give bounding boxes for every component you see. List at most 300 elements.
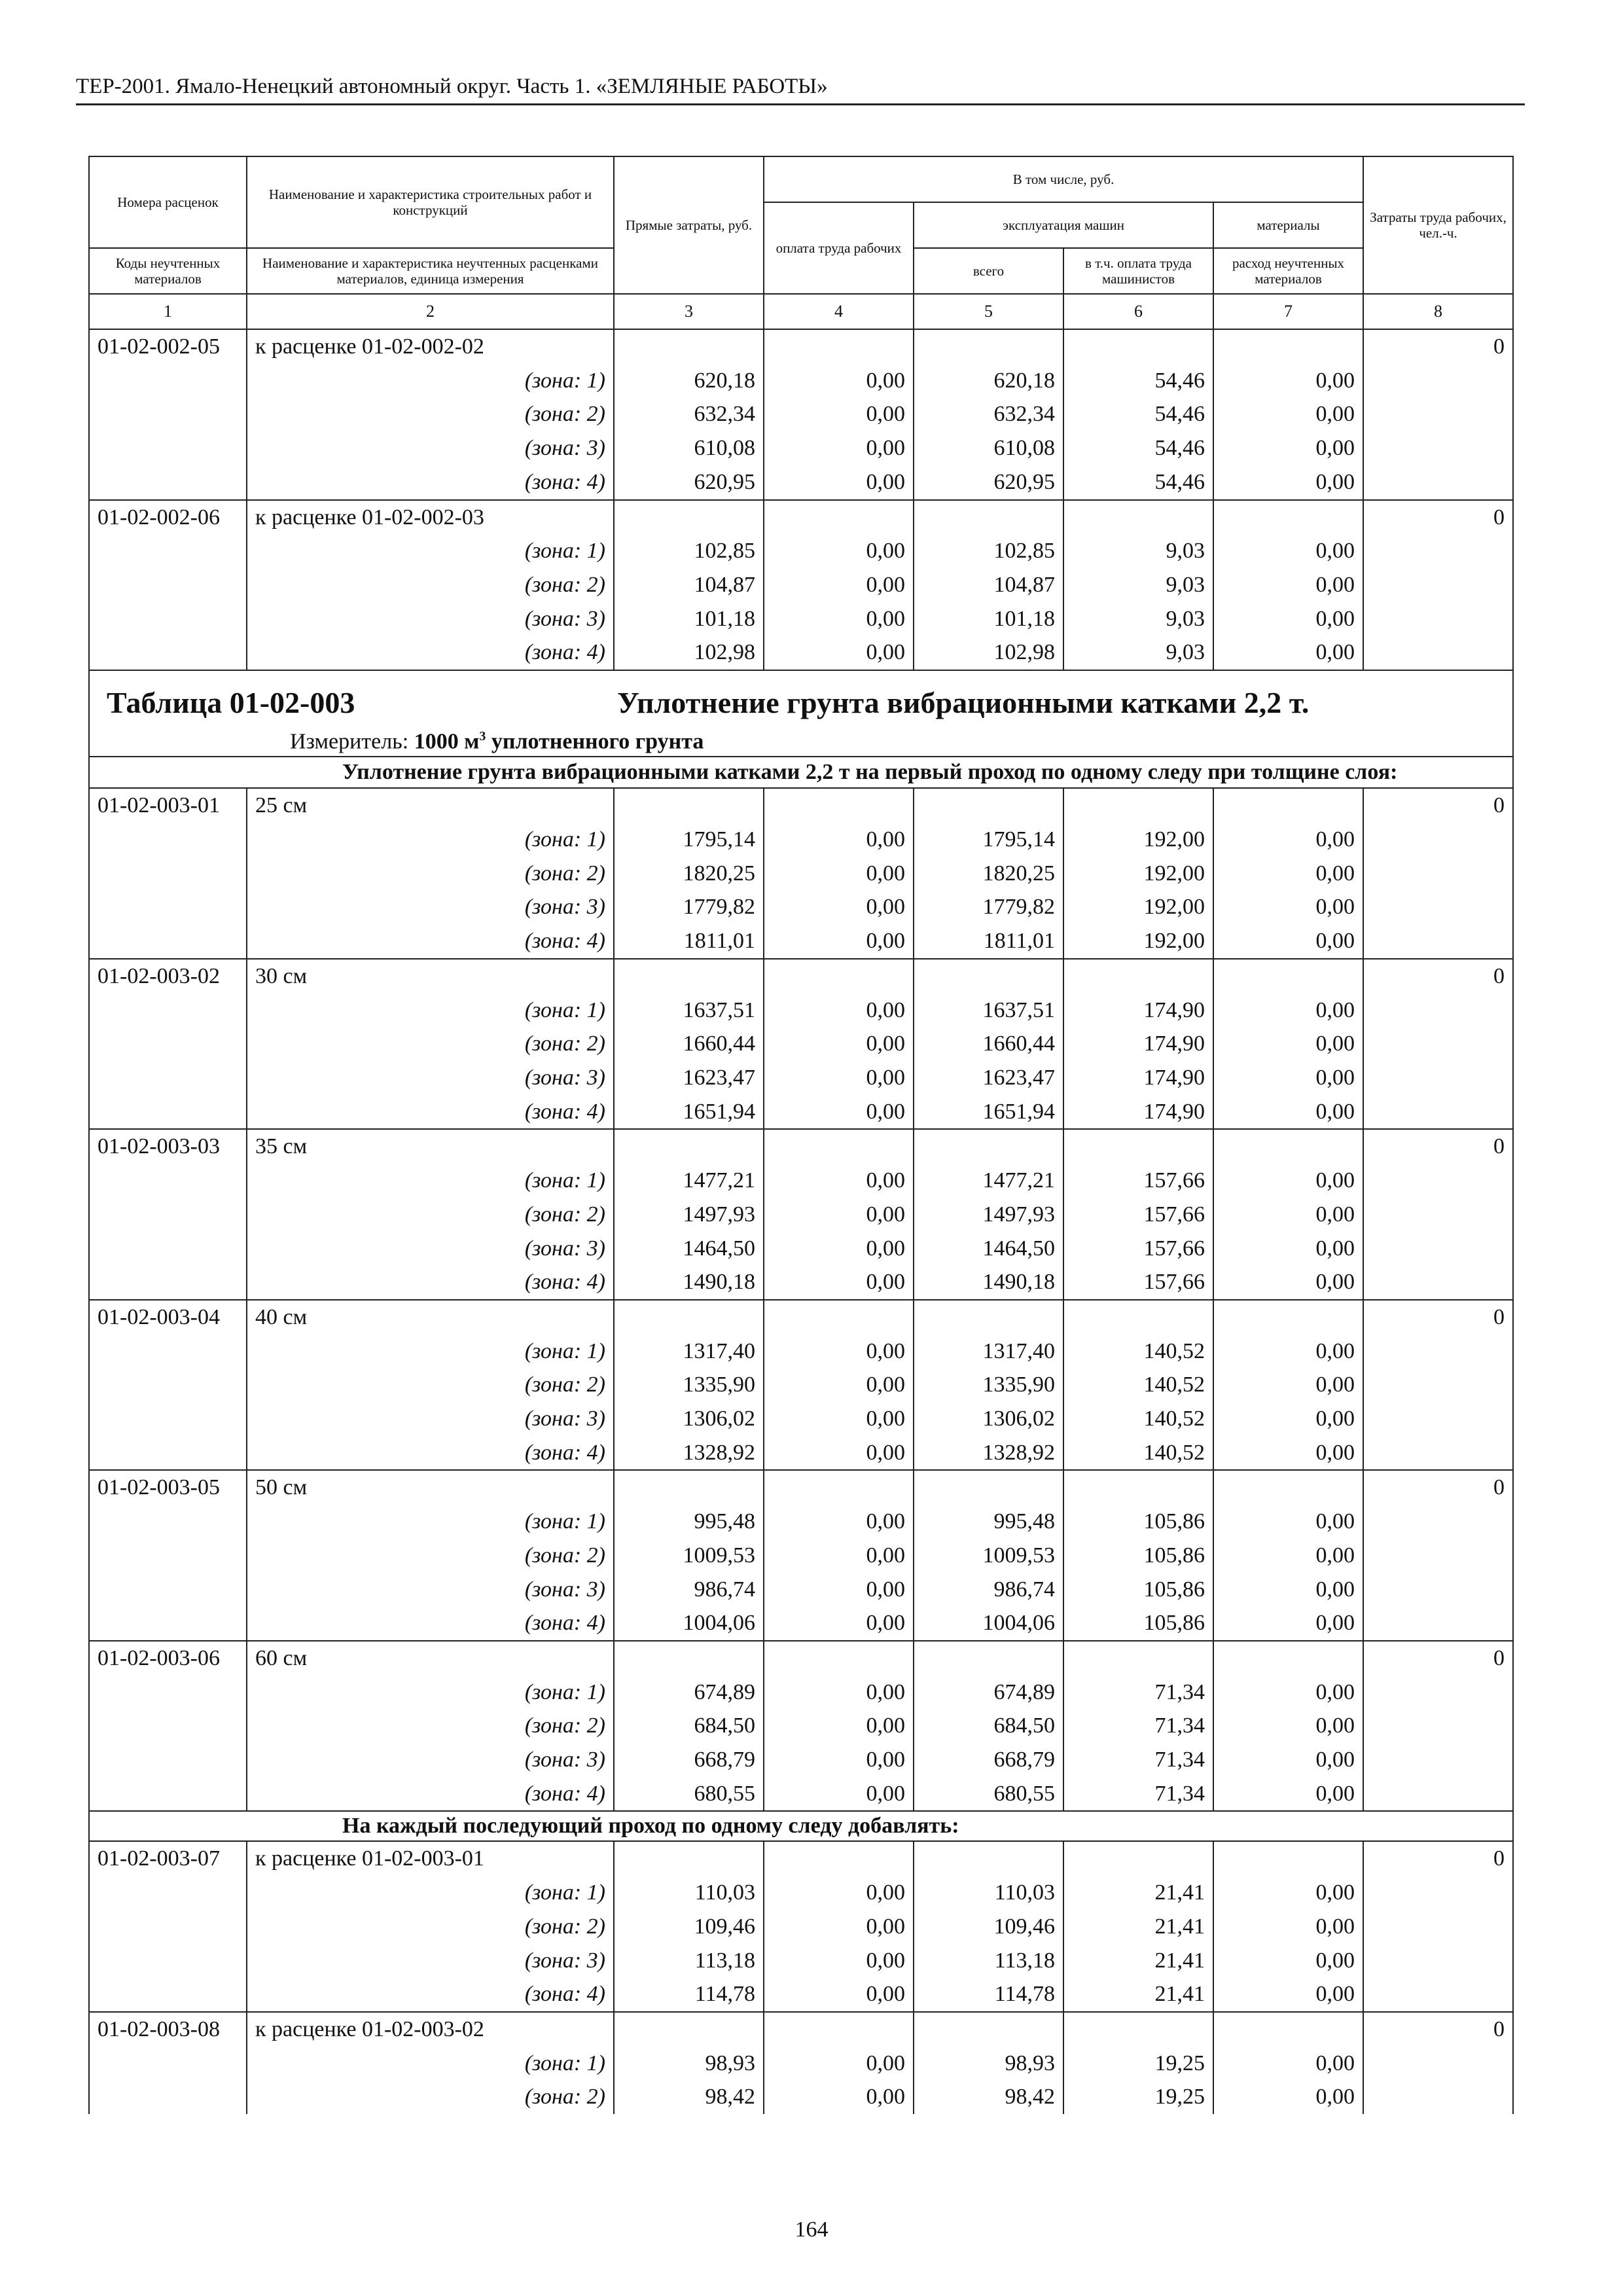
materials-cost: 0,00 <box>1213 1944 1363 1978</box>
operator-pay: 140,52 <box>1063 1402 1213 1436</box>
direct-cost: 620,18 <box>614 364 764 398</box>
zone-label: (зона: 4) <box>247 1606 614 1641</box>
worker-pay: 0,00 <box>764 1505 914 1539</box>
rate-row <box>89 1300 1513 1335</box>
direct-cost: 668,79 <box>614 1743 764 1777</box>
rate-row <box>89 788 1513 823</box>
machines-total: 1795,14 <box>914 823 1063 857</box>
operator-pay: 71,34 <box>1063 1676 1213 1710</box>
direct-cost: 1811,01 <box>614 924 764 959</box>
empty-cell <box>614 2012 764 2047</box>
operator-pay: 105,86 <box>1063 1573 1213 1607</box>
table-header <box>89 156 1513 329</box>
machines-total: 1779,82 <box>914 890 1063 924</box>
operator-pay: 140,52 <box>1063 1436 1213 1471</box>
worker-pay: 0,00 <box>764 534 914 568</box>
direct-cost: 1477,21 <box>614 1164 764 1198</box>
empty-cell <box>1363 602 1513 636</box>
direct-cost: 1464,50 <box>614 1232 764 1266</box>
empty-cell <box>1363 431 1513 465</box>
machines-total: 1660,44 <box>914 1027 1063 1061</box>
worker-pay: 0,00 <box>764 1402 914 1436</box>
zone-row <box>89 1777 1513 1812</box>
worker-pay: 0,00 <box>764 568 914 602</box>
rate-row <box>89 329 1513 364</box>
empty-cell <box>614 1470 764 1505</box>
operator-pay: 157,66 <box>1063 1265 1213 1300</box>
direct-cost: 1335,90 <box>614 1368 764 1402</box>
direct-cost: 995,48 <box>614 1505 764 1539</box>
zone-row <box>89 994 1513 1028</box>
empty-cell <box>1363 636 1513 670</box>
zone-label: (зона: 2) <box>247 1368 614 1402</box>
empty-cell <box>1063 2012 1213 2047</box>
zone-row <box>89 1606 1513 1641</box>
materials-cost: 0,00 <box>1213 1402 1363 1436</box>
zone-label: (зона: 4) <box>247 1436 614 1471</box>
rate-name: к расценке 01-02-003-02 <box>247 2012 614 2047</box>
empty-cell <box>1363 465 1513 500</box>
table-body-top <box>89 329 1513 670</box>
empty-cell <box>1213 2012 1363 2047</box>
table-body-extra <box>89 1841 1513 2114</box>
header-col-number: 5 <box>914 294 1063 329</box>
materials-cost: 0,00 <box>1213 1368 1363 1402</box>
zone-row <box>89 1335 1513 1369</box>
empty-cell <box>1213 959 1363 994</box>
operator-pay: 21,41 <box>1063 1977 1213 2012</box>
table-title <box>89 670 1513 722</box>
direct-cost: 986,74 <box>614 1573 764 1607</box>
rate-row <box>89 500 1513 535</box>
machines-total: 1820,25 <box>914 857 1063 891</box>
machines-total: 102,85 <box>914 534 1063 568</box>
materials-cost: 0,00 <box>1213 1505 1363 1539</box>
rate-labor: 0 <box>1363 1129 1513 1164</box>
worker-pay: 0,00 <box>764 1095 914 1130</box>
direct-cost: 102,85 <box>614 534 764 568</box>
zone-label: (зона: 1) <box>247 364 614 398</box>
materials-cost: 0,00 <box>1213 568 1363 602</box>
direct-cost: 102,98 <box>614 636 764 670</box>
zone-row <box>89 924 1513 959</box>
zone-label: (зона: 4) <box>247 1265 614 1300</box>
empty-cell <box>1363 823 1513 857</box>
empty-cell <box>914 1841 1063 1876</box>
direct-cost: 113,18 <box>614 1944 764 1978</box>
worker-pay: 0,00 <box>764 857 914 891</box>
empty-cell <box>1363 1910 1513 1944</box>
header-machine-operation: эксплуатация машин <box>914 202 1213 248</box>
empty-cell <box>1363 1944 1513 1978</box>
empty-cell <box>914 1470 1063 1505</box>
empty-cell <box>1363 1876 1513 1910</box>
materials-cost: 0,00 <box>1213 1539 1363 1573</box>
empty-cell <box>1213 1300 1363 1335</box>
machines-total: 98,93 <box>914 2047 1063 2081</box>
empty-cell <box>1363 1402 1513 1436</box>
worker-pay: 0,00 <box>764 924 914 959</box>
header-col-number: 8 <box>1363 294 1513 329</box>
zone-row <box>89 636 1513 670</box>
worker-pay: 0,00 <box>764 1606 914 1641</box>
operator-pay: 157,66 <box>1063 1232 1213 1266</box>
empty-cell <box>1363 1232 1513 1266</box>
empty-cell <box>1363 1505 1513 1539</box>
zone-row <box>89 1368 1513 1402</box>
empty-cell <box>1063 1300 1213 1335</box>
rate-name: к расценке 01-02-003-01 <box>247 1841 614 1876</box>
zone-label: (зона: 2) <box>247 397 614 431</box>
zone-row <box>89 1676 1513 1710</box>
operator-pay: 105,86 <box>1063 1539 1213 1573</box>
materials-cost: 0,00 <box>1213 1436 1363 1471</box>
worker-pay: 0,00 <box>764 1198 914 1232</box>
table-body-main <box>89 788 1513 1811</box>
machines-total: 1637,51 <box>914 994 1063 1028</box>
worker-pay: 0,00 <box>764 1910 914 1944</box>
zone-row <box>89 2047 1513 2081</box>
empty-cell <box>1063 1470 1213 1505</box>
materials-cost: 0,00 <box>1213 1061 1363 1095</box>
materials-cost: 0,00 <box>1213 2047 1363 2081</box>
direct-cost: 98,42 <box>614 2080 764 2114</box>
page-number: 164 <box>794 2217 829 2242</box>
empty-cell <box>1213 500 1363 535</box>
direct-cost: 1490,18 <box>614 1265 764 1300</box>
machines-total: 668,79 <box>914 1743 1063 1777</box>
operator-pay: 54,46 <box>1063 431 1213 465</box>
materials-cost: 0,00 <box>1213 1164 1363 1198</box>
rate-labor: 0 <box>1363 1470 1513 1505</box>
zone-row <box>89 1977 1513 2012</box>
worker-pay: 0,00 <box>764 1335 914 1369</box>
empty-cell <box>1063 329 1213 364</box>
empty-cell <box>1363 534 1513 568</box>
materials-cost: 0,00 <box>1213 1265 1363 1300</box>
materials-cost: 0,00 <box>1213 1027 1363 1061</box>
operator-pay: 192,00 <box>1063 890 1213 924</box>
zone-label: (зона: 2) <box>247 1539 614 1573</box>
header-material-consumption: расход неучтенных материалов <box>1213 248 1363 294</box>
zone-label: (зона: 1) <box>247 534 614 568</box>
operator-pay: 192,00 <box>1063 857 1213 891</box>
header-col-number: 7 <box>1213 294 1363 329</box>
zone-row <box>89 857 1513 891</box>
empty-cell <box>1213 329 1363 364</box>
operator-pay: 19,25 <box>1063 2047 1213 2081</box>
empty-cell <box>764 2012 914 2047</box>
rate-code: 01-02-003-03 <box>89 1129 247 1300</box>
measure-value: 1000 м <box>414 729 480 754</box>
materials-cost: 0,00 <box>1213 1743 1363 1777</box>
operator-pay: 192,00 <box>1063 823 1213 857</box>
zone-label: (зона: 1) <box>247 2047 614 2081</box>
empty-cell <box>1363 1061 1513 1095</box>
empty-cell <box>1063 788 1213 823</box>
direct-cost: 109,46 <box>614 1910 764 1944</box>
zone-label: (зона: 1) <box>247 823 614 857</box>
zone-label: (зона: 1) <box>247 1505 614 1539</box>
rate-code: 01-02-002-06 <box>89 500 247 671</box>
machines-total: 632,34 <box>914 397 1063 431</box>
zone-label: (зона: 4) <box>247 1977 614 2012</box>
direct-cost: 110,03 <box>614 1876 764 1910</box>
direct-cost: 1795,14 <box>614 823 764 857</box>
materials-cost: 0,00 <box>1213 1095 1363 1130</box>
empty-cell <box>1213 1641 1363 1676</box>
rate-code: 01-02-003-02 <box>89 959 247 1130</box>
worker-pay: 0,00 <box>764 1876 914 1910</box>
operator-pay: 71,34 <box>1063 1743 1213 1777</box>
machines-total: 113,18 <box>914 1944 1063 1978</box>
zone-row <box>89 431 1513 465</box>
subheading: Уплотнение грунта вибрационными катками 2,2 т на первый проход по одному следу при толщине слоя: <box>89 757 1513 788</box>
zone-label: (зона: 3) <box>247 1232 614 1266</box>
operator-pay: 9,03 <box>1063 534 1213 568</box>
section-heading: На каждый последующий проход по одному следу добавлять: <box>89 1811 1513 1841</box>
materials-cost: 0,00 <box>1213 1335 1363 1369</box>
worker-pay: 0,00 <box>764 1743 914 1777</box>
worker-pay: 0,00 <box>764 364 914 398</box>
empty-cell <box>1363 1539 1513 1573</box>
empty-cell <box>1363 1606 1513 1641</box>
empty-cell <box>914 500 1063 535</box>
empty-cell <box>614 1129 764 1164</box>
operator-pay: 54,46 <box>1063 364 1213 398</box>
header-direct-costs: Прямые затраты, руб. <box>614 156 764 294</box>
rate-code: 01-02-003-04 <box>89 1300 247 1471</box>
materials-cost: 0,00 <box>1213 364 1363 398</box>
worker-pay: 0,00 <box>764 397 914 431</box>
direct-cost: 101,18 <box>614 602 764 636</box>
machines-total: 1477,21 <box>914 1164 1063 1198</box>
machines-total: 102,98 <box>914 636 1063 670</box>
empty-cell <box>1363 1198 1513 1232</box>
worker-pay: 0,00 <box>764 994 914 1028</box>
materials-cost: 0,00 <box>1213 890 1363 924</box>
zone-label: (зона: 4) <box>247 1777 614 1812</box>
empty-cell <box>1363 994 1513 1028</box>
operator-pay: 105,86 <box>1063 1606 1213 1641</box>
empty-cell <box>1363 1436 1513 1471</box>
direct-cost: 632,34 <box>614 397 764 431</box>
empty-cell <box>1063 500 1213 535</box>
rate-code: 01-02-003-08 <box>89 2012 247 2114</box>
direct-cost: 1497,93 <box>614 1198 764 1232</box>
empty-cell <box>914 1641 1063 1676</box>
materials-cost: 0,00 <box>1213 602 1363 636</box>
operator-pay: 157,66 <box>1063 1164 1213 1198</box>
rate-name: 30 см <box>247 959 614 994</box>
machines-total: 1490,18 <box>914 1265 1063 1300</box>
rate-name: 50 см <box>247 1470 614 1505</box>
empty-cell <box>1363 2080 1513 2114</box>
materials-cost: 0,00 <box>1213 1606 1363 1641</box>
rate-labor: 0 <box>1363 329 1513 364</box>
rate-name: 35 см <box>247 1129 614 1164</box>
zone-row <box>89 1944 1513 1978</box>
empty-cell <box>1363 1709 1513 1743</box>
operator-pay: 174,90 <box>1063 1027 1213 1061</box>
direct-cost: 1637,51 <box>614 994 764 1028</box>
empty-cell <box>614 1300 764 1335</box>
zone-row <box>89 397 1513 431</box>
rate-name: 40 см <box>247 1300 614 1335</box>
header-col-number: 3 <box>614 294 764 329</box>
header-work-name: Наименование и характеристика строительных работ и конструкций <box>247 156 614 248</box>
empty-cell <box>1063 959 1213 994</box>
direct-cost: 1660,44 <box>614 1027 764 1061</box>
worker-pay: 0,00 <box>764 1265 914 1300</box>
zone-label: (зона: 4) <box>247 1095 614 1130</box>
machines-total: 104,87 <box>914 568 1063 602</box>
direct-cost: 684,50 <box>614 1709 764 1743</box>
measure-rest: уплотненного грунта <box>491 729 704 754</box>
worker-pay: 0,00 <box>764 1061 914 1095</box>
machines-total: 1004,06 <box>914 1606 1063 1641</box>
worker-pay: 0,00 <box>764 2080 914 2114</box>
rate-code: 01-02-003-06 <box>89 1641 247 1812</box>
operator-pay: 174,90 <box>1063 1061 1213 1095</box>
empty-cell <box>914 788 1063 823</box>
machines-total: 1306,02 <box>914 1402 1063 1436</box>
header-unaccounted-codes: Коды неучтенных материалов <box>89 248 247 294</box>
zone-label: (зона: 3) <box>247 1573 614 1607</box>
machines-total: 1497,93 <box>914 1198 1063 1232</box>
zone-row <box>89 1876 1513 1910</box>
zone-row <box>89 364 1513 398</box>
rate-labor: 0 <box>1363 959 1513 994</box>
zone-row <box>89 568 1513 602</box>
zone-row <box>89 1095 1513 1130</box>
zone-row <box>89 1743 1513 1777</box>
empty-cell <box>764 959 914 994</box>
operator-pay: 174,90 <box>1063 1095 1213 1130</box>
worker-pay: 0,00 <box>764 1164 914 1198</box>
rate-name: 25 см <box>247 788 614 823</box>
empty-cell <box>614 1841 764 1876</box>
empty-cell <box>764 788 914 823</box>
worker-pay: 0,00 <box>764 465 914 500</box>
empty-cell <box>1363 1777 1513 1812</box>
materials-cost: 0,00 <box>1213 857 1363 891</box>
rate-labor: 0 <box>1363 1300 1513 1335</box>
header-col-number: 1 <box>89 294 247 329</box>
operator-pay: 192,00 <box>1063 924 1213 959</box>
measure-line <box>89 722 1513 757</box>
table-number: Таблица 01-02-003 <box>107 686 355 720</box>
zone-label: (зона: 4) <box>247 636 614 670</box>
zone-row <box>89 1505 1513 1539</box>
zone-label: (зона: 1) <box>247 994 614 1028</box>
worker-pay: 0,00 <box>764 1027 914 1061</box>
empty-cell <box>1363 1164 1513 1198</box>
zone-row <box>89 534 1513 568</box>
materials-cost: 0,00 <box>1213 1910 1363 1944</box>
zone-label: (зона: 3) <box>247 602 614 636</box>
zone-label: (зона: 2) <box>247 568 614 602</box>
materials-cost: 0,00 <box>1213 1876 1363 1910</box>
direct-cost: 1623,47 <box>614 1061 764 1095</box>
rate-name: к расценке 01-02-002-03 <box>247 500 614 535</box>
operator-pay: 140,52 <box>1063 1335 1213 1369</box>
machines-total: 98,42 <box>914 2080 1063 2114</box>
header-including: В том числе, руб. <box>764 156 1363 202</box>
zone-row <box>89 1573 1513 1607</box>
zone-label: (зона: 2) <box>247 1910 614 1944</box>
empty-cell <box>614 329 764 364</box>
empty-cell <box>1363 397 1513 431</box>
zone-label: (зона: 1) <box>247 1676 614 1710</box>
running-header: ТЕР-2001. Ямало-Ненецкий автономный округ. Часть 1. «ЗЕМЛЯНЫЕ РАБОТЫ» <box>76 73 1525 105</box>
operator-pay: 54,46 <box>1063 397 1213 431</box>
zone-row <box>89 1436 1513 1471</box>
worker-pay: 0,00 <box>764 602 914 636</box>
empty-cell <box>914 2012 1063 2047</box>
materials-cost: 0,00 <box>1213 397 1363 431</box>
rate-row <box>89 959 1513 994</box>
operator-pay: 21,41 <box>1063 1944 1213 1978</box>
machines-total: 680,55 <box>914 1777 1063 1812</box>
zone-label: (зона: 2) <box>247 1198 614 1232</box>
rate-row <box>89 1129 1513 1164</box>
direct-cost: 1651,94 <box>614 1095 764 1130</box>
zone-row <box>89 1265 1513 1300</box>
operator-pay: 140,52 <box>1063 1368 1213 1402</box>
empty-cell <box>1363 1573 1513 1607</box>
machines-total: 1009,53 <box>914 1539 1063 1573</box>
worker-pay: 0,00 <box>764 1539 914 1573</box>
rate-labor: 0 <box>1363 1841 1513 1876</box>
header-col-number: 4 <box>764 294 914 329</box>
zone-label: (зона: 3) <box>247 1944 614 1978</box>
machines-total: 109,46 <box>914 1910 1063 1944</box>
materials-cost: 0,00 <box>1213 823 1363 857</box>
empty-cell <box>1213 1470 1363 1505</box>
rates-table <box>88 156 1514 2114</box>
empty-cell <box>764 500 914 535</box>
operator-pay: 71,34 <box>1063 1777 1213 1812</box>
operator-pay: 71,34 <box>1063 1709 1213 1743</box>
worker-pay: 0,00 <box>764 890 914 924</box>
machines-total: 110,03 <box>914 1876 1063 1910</box>
empty-cell <box>1363 1368 1513 1402</box>
worker-pay: 0,00 <box>764 636 914 670</box>
empty-cell <box>1363 924 1513 959</box>
empty-cell <box>1363 1676 1513 1710</box>
materials-cost: 0,00 <box>1213 994 1363 1028</box>
empty-cell <box>1363 1743 1513 1777</box>
worker-pay: 0,00 <box>764 431 914 465</box>
empty-cell <box>1363 890 1513 924</box>
zone-label: (зона: 1) <box>247 1876 614 1910</box>
direct-cost: 1328,92 <box>614 1436 764 1471</box>
direct-cost: 680,55 <box>614 1777 764 1812</box>
rate-code: 01-02-002-05 <box>89 329 247 500</box>
rate-row <box>89 2012 1513 2047</box>
direct-cost: 1779,82 <box>614 890 764 924</box>
zone-label: (зона: 3) <box>247 1743 614 1777</box>
machines-total: 620,18 <box>914 364 1063 398</box>
empty-cell <box>1363 1265 1513 1300</box>
empty-cell <box>614 500 764 535</box>
rate-code: 01-02-003-01 <box>89 788 247 959</box>
machines-total: 101,18 <box>914 602 1063 636</box>
zone-label: (зона: 2) <box>247 2080 614 2114</box>
empty-cell <box>1363 1027 1513 1061</box>
header-operator-pay: в т.ч. оплата труда машинистов <box>1063 248 1213 294</box>
